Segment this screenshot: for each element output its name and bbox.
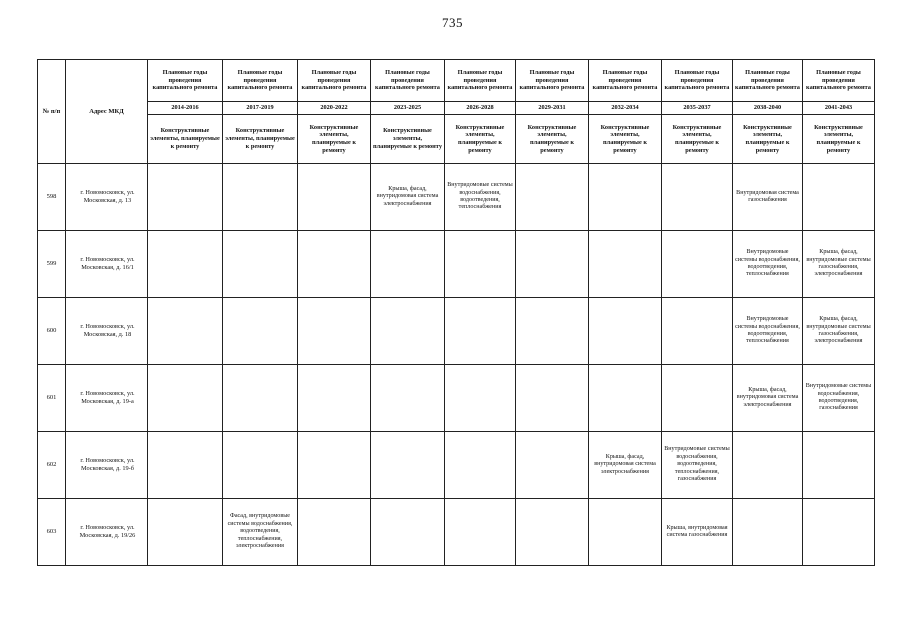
repair-work-cell: [371, 365, 445, 432]
structural-elements-header: Конструктивные элементы, планируемые к ремонту: [733, 115, 803, 164]
years-range-header: 2041-2043: [803, 102, 875, 115]
planned-years-header: Плановые годы проведения капитального ремонта: [516, 60, 589, 102]
repair-work-cell: Внутридомовые системы водоснабжения, водоотведения, теплоснабжения: [733, 231, 803, 298]
repair-work-cell: [445, 499, 516, 566]
repair-work-cell: Крыша, фасад, внутридомовая система электроснабжения: [589, 432, 662, 499]
address-cell: г. Новомосковск, ул. Московская, д. 16/1: [66, 231, 148, 298]
repair-work-cell: [516, 432, 589, 499]
repair-work-cell: [298, 298, 371, 365]
address-cell: г. Новомосковск, ул. Московская, д. 19/26: [66, 499, 148, 566]
table-row: [38, 298, 875, 365]
table-row: [38, 432, 875, 499]
planned-years-header: Плановые годы проведения капитального ремонта: [803, 60, 875, 102]
repair-work-cell: [662, 164, 733, 231]
row-number-cell: 598: [38, 164, 66, 231]
years-range-header: 2038-2040: [733, 102, 803, 115]
table-body: [38, 164, 875, 566]
repair-work-cell: [589, 231, 662, 298]
structural-elements-header: Конструктивные элементы, планируемые к ремонту: [662, 115, 733, 164]
repair-work-cell: [223, 432, 298, 499]
structural-elements-header: Конструктивные элементы, планируемые к ремонту: [445, 115, 516, 164]
repair-work-cell: [516, 499, 589, 566]
repair-work-cell: [445, 231, 516, 298]
repair-work-cell: [223, 365, 298, 432]
years-range-header: 2017-2019: [223, 102, 298, 115]
repair-work-cell: Крыша, фасад, внутридомовая система электроснабжения: [733, 365, 803, 432]
repair-work-cell: [298, 499, 371, 566]
planned-years-header: Плановые годы проведения капитального ремонта: [298, 60, 371, 102]
row-number-cell: 601: [38, 365, 66, 432]
planned-years-header: Плановые годы проведения капитального ремонта: [445, 60, 516, 102]
address-cell: г. Новомосковск, ул. Московская, д. 19-а: [66, 365, 148, 432]
structural-elements-header: Конструктивные элементы, планируемые к ремонту: [223, 115, 298, 164]
repair-work-cell: Внутридомовые системы водоснабжения, водоотведения, газоснабжения: [803, 365, 875, 432]
repair-work-cell: [223, 231, 298, 298]
repair-work-cell: [371, 432, 445, 499]
planned-years-header: Плановые годы проведения капитального ремонта: [662, 60, 733, 102]
repair-work-cell: Внутридомовые системы водоснабжения, водоотведения, теплоснабжения: [445, 164, 516, 231]
repair-work-cell: [148, 231, 223, 298]
repair-work-cell: [298, 164, 371, 231]
table-row: [38, 164, 875, 231]
planned-years-header: Плановые годы проведения капитального ремонта: [223, 60, 298, 102]
repair-work-cell: [371, 298, 445, 365]
repair-work-cell: [223, 298, 298, 365]
years-range-header: 2014-2016: [148, 102, 223, 115]
repair-work-cell: Крыша, фасад, внутридомовая система электроснабжения: [371, 164, 445, 231]
num-header: № п/п: [38, 60, 66, 164]
row-number-cell: 603: [38, 499, 66, 566]
repair-work-cell: [589, 365, 662, 432]
repair-work-cell: Фасад, внутридомовые системы водоснабжения, водоотведения, теплоснабжения, электроснабжения: [223, 499, 298, 566]
repair-work-cell: [445, 365, 516, 432]
years-range-header: 2026-2028: [445, 102, 516, 115]
structural-elements-header: Конструктивные элементы, планируемые к ремонту: [148, 115, 223, 164]
row-number-cell: 600: [38, 298, 66, 365]
repair-work-cell: [516, 365, 589, 432]
repair-work-cell: [589, 298, 662, 365]
repair-work-cell: [803, 499, 875, 566]
table-row: [38, 231, 875, 298]
repair-work-cell: [803, 432, 875, 499]
header-row-planned: [38, 60, 875, 102]
header-row-years: [38, 102, 875, 115]
repair-work-cell: [445, 298, 516, 365]
repair-work-cell: [516, 231, 589, 298]
planned-years-header: Плановые годы проведения капитального ремонта: [589, 60, 662, 102]
structural-elements-header: Конструктивные элементы, планируемые к ремонту: [803, 115, 875, 164]
repair-work-cell: [589, 499, 662, 566]
repair-work-cell: [516, 298, 589, 365]
repair-work-cell: Внутридомовые системы водоснабжения, водоотведения, теплоснабжения: [733, 298, 803, 365]
repair-work-cell: [589, 164, 662, 231]
repair-work-cell: [371, 231, 445, 298]
planned-years-header: Плановые годы проведения капитального ремонта: [371, 60, 445, 102]
row-number-cell: 599: [38, 231, 66, 298]
years-range-header: 2029-2031: [516, 102, 589, 115]
repair-work-cell: [148, 164, 223, 231]
planned-years-header: Плановые годы проведения капитального ремонта: [148, 60, 223, 102]
repair-work-cell: [223, 164, 298, 231]
repair-work-cell: [371, 499, 445, 566]
page-number: 735: [442, 15, 463, 30]
repair-work-cell: [733, 432, 803, 499]
repair-work-cell: [803, 164, 875, 231]
years-range-header: 2020-2022: [298, 102, 371, 115]
address-header: Адрес МКД: [66, 60, 148, 164]
planned-years-header: Плановые годы проведения капитального ремонта: [733, 60, 803, 102]
years-range-header: 2035-2037: [662, 102, 733, 115]
repair-work-cell: Крыша, фасад, внутридомовые системы газоснабжения, электроснабжения: [803, 231, 875, 298]
repair-work-cell: Внутридомовая система газоснабжения: [733, 164, 803, 231]
structural-elements-header: Конструктивные элементы, планируемые к ремонту: [298, 115, 371, 164]
table-row: [38, 499, 875, 566]
repair-work-cell: [733, 499, 803, 566]
structural-elements-header: Конструктивные элементы, планируемые к ремонту: [589, 115, 662, 164]
repair-work-cell: Крыша, внутридомовая система газоснабжения: [662, 499, 733, 566]
structural-elements-header: Конструктивные элементы, планируемые к ремонту: [516, 115, 589, 164]
repair-work-cell: [445, 432, 516, 499]
repair-work-cell: [662, 231, 733, 298]
repair-work-cell: [148, 365, 223, 432]
address-cell: г. Новомосковск, ул. Московская, д. 18: [66, 298, 148, 365]
repair-work-cell: [148, 499, 223, 566]
repair-work-cell: [662, 365, 733, 432]
years-range-header: 2032-2034: [589, 102, 662, 115]
capital-repair-schedule-table: [37, 59, 875, 566]
repair-work-cell: Внутридомовые системы водоснабжения, водоотведения, теплоснабжения, газоснабжения: [662, 432, 733, 499]
repair-work-cell: [662, 298, 733, 365]
table-row: [38, 365, 875, 432]
repair-work-cell: [298, 432, 371, 499]
repair-work-cell: [298, 365, 371, 432]
address-cell: г. Новомосковск, ул. Московская, д. 19-б: [66, 432, 148, 499]
structural-elements-header: Конструктивные элементы, планируемые к ремонту: [371, 115, 445, 164]
repair-work-cell: [516, 164, 589, 231]
repair-work-cell: [298, 231, 371, 298]
repair-work-cell: [148, 298, 223, 365]
years-range-header: 2023-2025: [371, 102, 445, 115]
header-row-elements: [38, 115, 875, 164]
repair-work-cell: [148, 432, 223, 499]
row-number-cell: 602: [38, 432, 66, 499]
address-cell: г. Новомосковск, ул. Московская, д. 13: [66, 164, 148, 231]
repair-work-cell: Крыша, фасад, внутридомовые системы газоснабжения, электроснабжения: [803, 298, 875, 365]
